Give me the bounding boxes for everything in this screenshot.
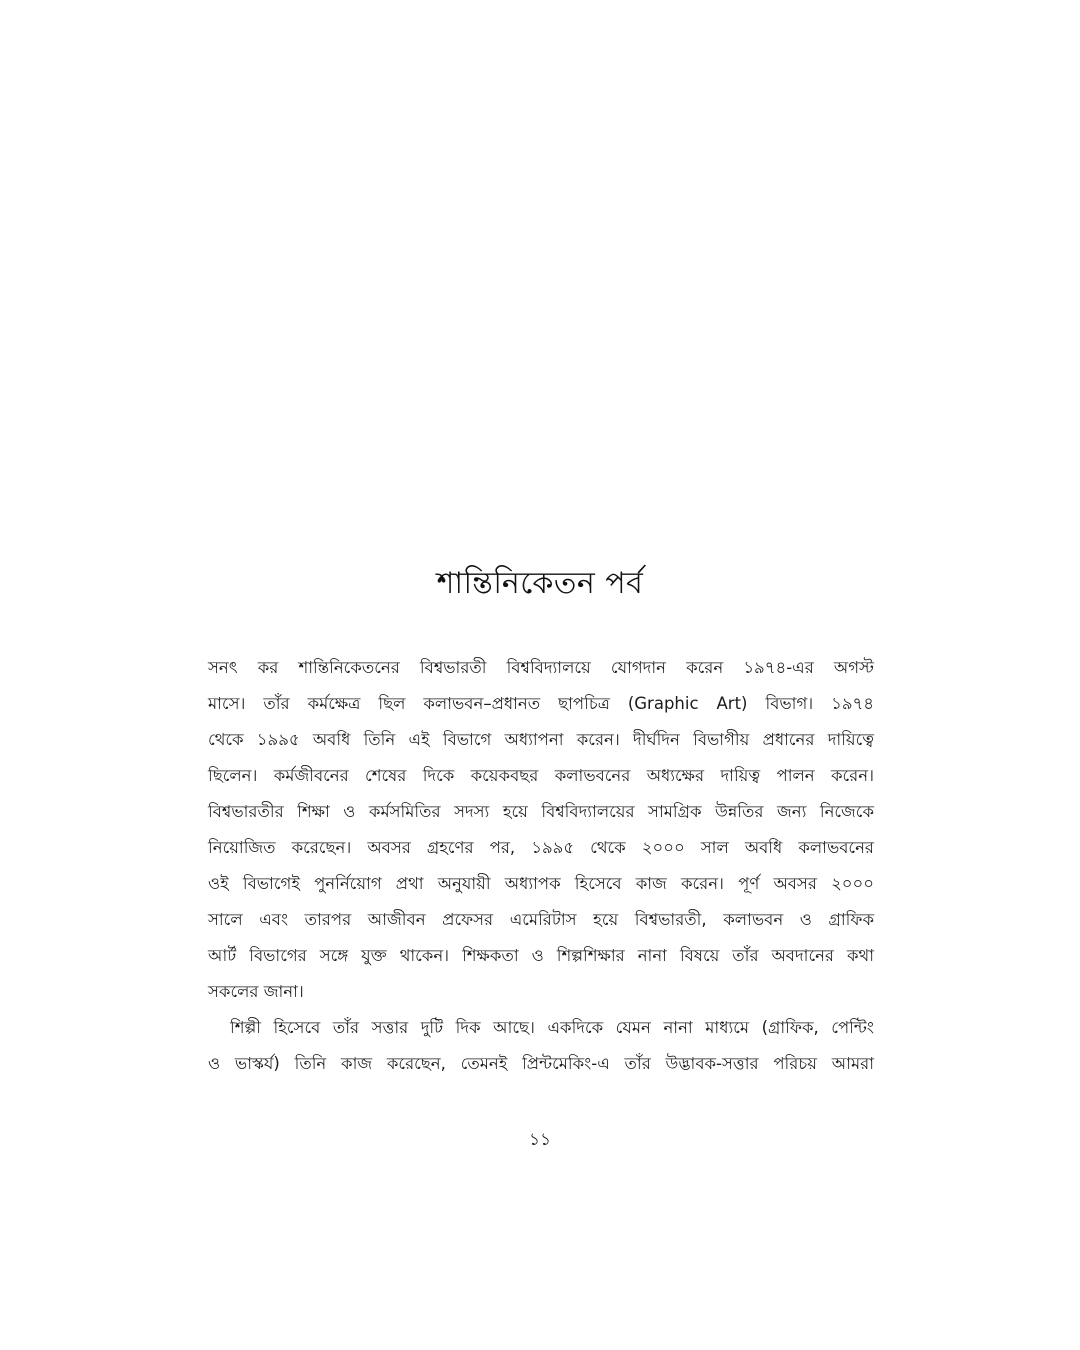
text-line: ওই বিভাগেই পুনর্নিয়োগ প্রথা অনুযায়ী অধ্যাপক হিসেবে কাজ করেন। পূর্ণ অবসর ২০০০ bbox=[208, 874, 874, 893]
text-line: থেকে ১৯৯৫ অবধি তিনি এই বিভাগে অধ্যাপনা করেন। দীর্ঘদিন বিভাগীয় প্রধানের দায়িত্বে bbox=[208, 730, 874, 749]
text-line: নিয়োজিত করেছেন। অবসর গ্রহণের পর, ১৯৯৫ থেকে ২০০০ সাল অবধি কলাভবনের bbox=[208, 838, 874, 857]
paragraph-1 bbox=[208, 650, 874, 1010]
text-line: সনৎ কর শান্তিনিকেতনের বিশ্বভারতী বিশ্ববিদ্যালয়ে যোগদান করেন ১৯৭৪-এর অগস্ট bbox=[208, 658, 874, 677]
text-line: ছিলেন। কর্মজীবনের শেষের দিকে কয়েকবছর কলাভবনের অধ্যক্ষের দায়িত্ব পালন করেন। bbox=[208, 766, 874, 785]
text-line: ও ভাস্কর্য) তিনি কাজ করেছেন, তেমনই প্রিন্টমেকিং-এ তাঁর উদ্ভাবক-সত্তার পরিচয় আমরা bbox=[208, 1054, 874, 1073]
text-line: শিল্পী হিসেবে তাঁর সত্তার দুটি দিক আছে। একদিকে যেমন নানা মাধ্যমে (গ্রাফিক, পেন্টিং bbox=[230, 1018, 874, 1037]
paragraph-2 bbox=[208, 1010, 874, 1082]
chapter-title: শান্তিনিকেতন পর্ব bbox=[436, 566, 644, 601]
text-line: সকলের জানা। bbox=[208, 982, 304, 1001]
text-line: আর্ট বিভাগের সঙ্গে যুক্ত থাকেন। শিক্ষকতা ও শিল্পশিক্ষার নানা বিষয়ে তাঁর অবদানের কথা bbox=[208, 946, 874, 965]
body-text bbox=[208, 650, 874, 1082]
text-line: মাসে। তাঁর কর্মক্ষেত্র ছিল কলাভবন–প্রধানত ছাপচিত্র (Graphic Art) বিভাগ। ১৯৭৪ bbox=[208, 694, 874, 713]
text-line: সালে এবং তারপর আজীবন প্রফেসর এমেরিটাস হয়ে বিশ্বভারতী, কলাভবন ও গ্রাফিক bbox=[208, 910, 874, 929]
page-number: ১১ bbox=[528, 1130, 552, 1150]
text-line: বিশ্বভারতীর শিক্ষা ও কর্মসমিতির সদস্য হয়ে বিশ্ববিদ্যালয়ের সামগ্রিক উন্নতির জন্য নিজেকে bbox=[208, 802, 874, 821]
